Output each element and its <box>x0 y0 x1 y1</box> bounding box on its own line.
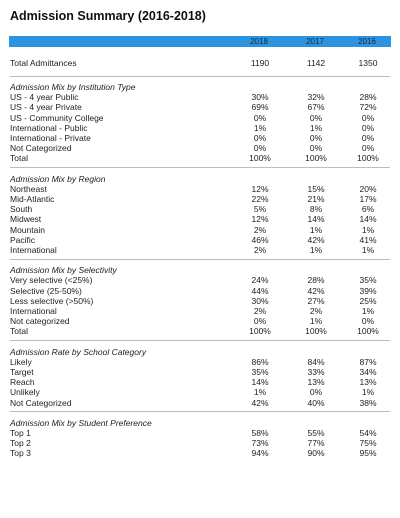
value-2017: 2% <box>309 306 323 316</box>
value-2018: 58% <box>251 428 269 438</box>
value-2016: 72% <box>359 102 377 113</box>
section-title-text: Admission Rate by School Category <box>10 346 147 357</box>
table-row <box>10 398 390 408</box>
value-2017: 1% <box>309 316 323 327</box>
value-2018: 0% <box>253 133 267 143</box>
year-header-2018: 2018 <box>250 37 268 46</box>
table-row <box>10 296 390 306</box>
value-2016: 34% <box>359 367 377 377</box>
value-2017: 0% <box>309 133 323 143</box>
value-2017: 1% <box>309 245 323 255</box>
value-2018: 1% <box>253 122 267 133</box>
row-label: International - Public <box>10 122 88 133</box>
section-title <box>10 347 390 357</box>
row-label: Total <box>10 326 28 337</box>
value-2018: 100% <box>249 326 271 337</box>
value-2016: 100% <box>357 326 379 337</box>
row-label: Mid-Atlantic <box>10 194 55 204</box>
row-label: Top 3 <box>10 448 31 459</box>
value-2016: 38% <box>359 397 377 408</box>
value-2018: 35% <box>251 367 269 377</box>
value-2017: 0% <box>309 387 323 398</box>
table-row <box>10 245 390 255</box>
value-2018: 30% <box>251 92 269 103</box>
section-title <box>10 265 390 275</box>
row-label: Mountain <box>10 224 45 235</box>
table-row <box>10 286 390 296</box>
value-2018: 2% <box>253 306 267 316</box>
value-2017: 1142 <box>306 58 326 68</box>
section-divider <box>10 259 390 260</box>
year-header-2016: 2016 <box>358 37 376 46</box>
row-label: Total <box>10 153 28 164</box>
value-2018: 2% <box>253 245 267 255</box>
section-divider <box>10 411 390 412</box>
section-divider <box>10 76 390 77</box>
table-row <box>10 428 390 438</box>
value-2018: 44% <box>251 285 269 296</box>
row-label: Likely <box>10 356 32 367</box>
value-2018: 5% <box>253 204 267 215</box>
value-2018: 1190 <box>250 58 270 68</box>
value-2016: 1% <box>361 387 375 398</box>
total-admittances-row <box>10 58 390 68</box>
value-2018: 0% <box>253 143 267 154</box>
value-2018: 100% <box>249 153 271 164</box>
section-divider <box>10 167 390 168</box>
value-2017: 28% <box>307 275 325 286</box>
value-2016: 13% <box>359 377 377 388</box>
table-row <box>10 306 390 316</box>
row-label: US - 4 year Public <box>10 92 79 103</box>
value-2016: 17% <box>359 194 377 204</box>
value-2016: 14% <box>359 214 377 225</box>
value-2018: 30% <box>251 295 269 306</box>
value-2016: 87% <box>359 356 377 367</box>
row-label: International <box>10 306 57 316</box>
table-row <box>10 326 390 336</box>
row-label: Very selective (<25%) <box>10 275 93 286</box>
value-2017: 14% <box>307 214 325 225</box>
value-2017: 33% <box>307 367 325 377</box>
table-row <box>10 367 390 377</box>
row-label: Reach <box>10 377 35 388</box>
row-label: Not Categorized <box>10 143 72 154</box>
value-2018: 0% <box>253 316 267 327</box>
row-label: Top 2 <box>10 438 31 449</box>
value-2017: 100% <box>305 153 327 164</box>
row-label: Not Categorized <box>10 397 72 408</box>
row-label: International - Private <box>10 133 91 143</box>
table-row <box>10 153 390 163</box>
value-2016: 54% <box>359 428 377 438</box>
table-row <box>10 102 390 112</box>
section-divider <box>10 340 390 341</box>
value-2017: 42% <box>307 234 325 245</box>
value-2018: 73% <box>251 438 269 449</box>
year-header-band <box>9 36 391 47</box>
value-2016: 25% <box>359 295 377 306</box>
value-2016: 95% <box>359 448 377 459</box>
value-2018: 42% <box>251 397 269 408</box>
value-2017: 27% <box>307 295 325 306</box>
table-row <box>10 133 390 143</box>
value-2017: 1% <box>309 224 323 235</box>
value-2017: 1% <box>309 122 323 133</box>
value-2016: 41% <box>359 234 377 245</box>
table-row <box>10 92 390 102</box>
section-title <box>10 174 390 184</box>
value-2018: 14% <box>251 377 269 388</box>
value-2017: 13% <box>307 377 325 388</box>
value-2017: 90% <box>307 448 325 459</box>
value-2017: 77% <box>307 438 325 449</box>
value-2017: 21% <box>307 194 325 204</box>
table-row <box>10 194 390 204</box>
page-title: Admission Summary (2016-2018) <box>10 9 206 23</box>
value-2016: 1% <box>361 245 375 255</box>
value-2018: 2% <box>253 224 267 235</box>
value-2017: 0% <box>309 143 323 154</box>
value-2017: 67% <box>307 102 325 113</box>
row-label: Pacific <box>10 234 36 245</box>
table-row <box>10 123 390 133</box>
value-2017: 40% <box>307 397 325 408</box>
value-2018: 46% <box>251 234 269 245</box>
table-row <box>10 448 390 458</box>
value-2018: 12% <box>251 183 269 194</box>
value-2018: 94% <box>251 448 269 459</box>
value-2017: 42% <box>307 285 325 296</box>
value-2016: 28% <box>359 92 377 103</box>
section-title-text: Admission Mix by Institution Type <box>10 82 136 92</box>
value-2016: 0% <box>361 133 375 143</box>
row-label: Top 1 <box>10 428 31 438</box>
table-row <box>10 275 390 285</box>
value-2016: 20% <box>359 183 377 194</box>
table-row <box>10 377 390 387</box>
value-2017: 55% <box>307 428 325 438</box>
value-2017: 0% <box>309 112 323 123</box>
value-2016: 1% <box>361 224 375 235</box>
row-label: US - 4 year Private <box>10 102 82 113</box>
section-title <box>10 82 390 92</box>
value-2016: 39% <box>359 285 377 296</box>
row-label: Midwest <box>10 214 42 225</box>
table-row <box>10 143 390 153</box>
section-title-text: Admission Mix by Selectivity <box>10 265 117 276</box>
table-row <box>10 387 390 397</box>
value-2017: 32% <box>307 92 325 103</box>
value-2018: 86% <box>251 356 269 367</box>
value-2017: 15% <box>307 183 325 194</box>
table-row <box>10 225 390 235</box>
row-label: Selective (25-50%) <box>10 285 82 296</box>
row-label: Northeast <box>10 183 47 194</box>
value-2018: 12% <box>251 214 269 225</box>
section-title-text: Admission Mix by Student Preference <box>10 417 152 428</box>
table-row <box>10 235 390 245</box>
section-title-text: Admission Mix by Region <box>10 173 106 184</box>
value-2016: 75% <box>359 438 377 449</box>
row-label: Unlikely <box>10 387 40 398</box>
value-2018: 24% <box>251 275 269 286</box>
table-row <box>10 204 390 214</box>
value-2016: 100% <box>357 153 379 164</box>
year-header-2017: 2017 <box>306 37 324 46</box>
row-label: Not categorized <box>10 316 70 327</box>
table-row <box>10 214 390 224</box>
table-row <box>10 438 390 448</box>
value-2016: 35% <box>359 275 377 286</box>
row-label: South <box>10 204 33 215</box>
value-2017: 100% <box>305 326 327 337</box>
table-row <box>10 316 390 326</box>
section-title <box>10 418 390 428</box>
value-2018: 0% <box>253 112 267 123</box>
value-2017: 84% <box>307 356 325 367</box>
table-row <box>10 184 390 194</box>
value-2016: 0% <box>361 112 375 123</box>
row-label: US - Community College <box>10 112 104 123</box>
table-row <box>10 357 390 367</box>
value-2016: 1% <box>361 306 375 316</box>
value-2016: 1350 <box>358 58 378 68</box>
value-2018: 22% <box>251 194 269 204</box>
row-label: Target <box>10 367 34 377</box>
row-label: International <box>10 245 57 255</box>
value-2016: 0% <box>361 143 375 154</box>
value-2016: 0% <box>361 316 375 327</box>
row-label: Total Admittances <box>10 58 77 68</box>
value-2018: 1% <box>253 387 267 398</box>
value-2016: 6% <box>361 204 375 215</box>
table-row <box>10 113 390 123</box>
value-2018: 69% <box>251 102 269 113</box>
value-2016: 0% <box>361 122 375 133</box>
value-2017: 8% <box>309 204 323 215</box>
row-label: Less selective (>50%) <box>10 295 94 306</box>
